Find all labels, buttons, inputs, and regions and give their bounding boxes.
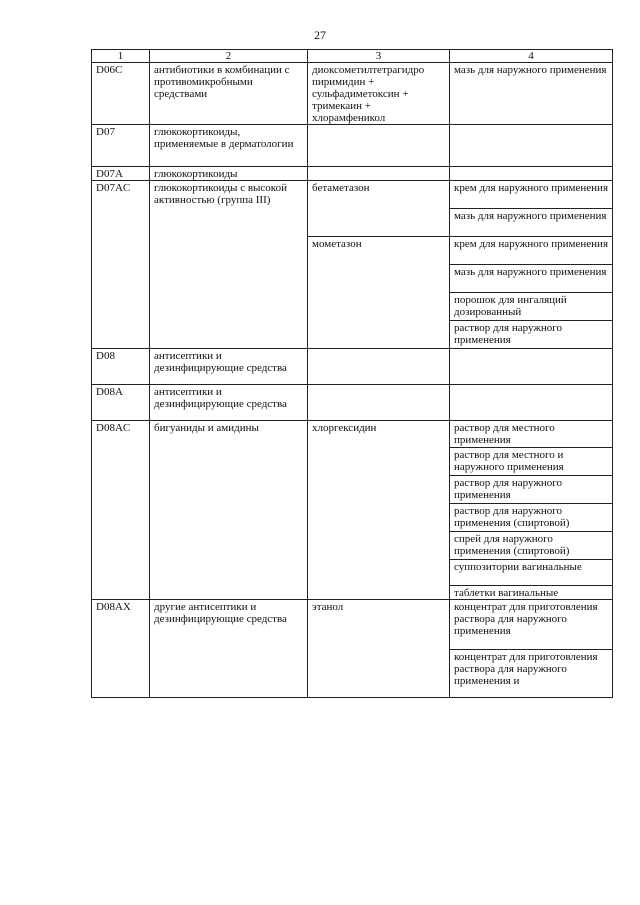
table-row — [92, 421, 613, 448]
dosage-form — [450, 349, 613, 385]
table-row — [92, 181, 613, 209]
dosage-form: крем для наружного применения — [450, 237, 613, 265]
dosage-form — [450, 385, 613, 421]
table-row — [92, 349, 613, 385]
substance-name — [308, 125, 450, 167]
page-number: 27 — [314, 28, 326, 42]
group-name: глюкокортикоиды с высокой активностью (группа III) — [150, 181, 308, 349]
table-row — [92, 385, 613, 421]
column-header: 1 — [92, 50, 150, 63]
atc-code: D07A — [92, 167, 150, 181]
table-row — [92, 125, 613, 167]
dosage-form: спрей для наружного применения (спиртовой) — [450, 532, 613, 560]
dosage-form: порошок для ингаляций дозированный — [450, 293, 613, 321]
atc-code: D07AC — [92, 181, 150, 349]
dosage-form: таблетки вагинальные — [450, 586, 613, 600]
table-header-row — [92, 50, 613, 63]
substance-name: бетаметазон — [308, 181, 450, 237]
substance-name — [308, 167, 450, 181]
group-name: антибиотики в комбинации с противомикробными средствами — [150, 63, 308, 125]
substance-name — [308, 385, 450, 421]
substance-name: диоксометилтетрагидро пиримидин + сульфадиметоксин + тримекаин + хлорамфеникол — [308, 63, 450, 125]
dosage-form: мазь для наружного применения — [450, 63, 613, 125]
atc-code: D07 — [92, 125, 150, 167]
group-name: антисептики и дезинфицирующие средства — [150, 349, 308, 385]
dosage-form: крем для наружного применения — [450, 181, 613, 209]
column-header: 4 — [450, 50, 613, 63]
table-row — [92, 600, 613, 650]
atc-code: D08AX — [92, 600, 150, 698]
column-header: 2 — [150, 50, 308, 63]
group-name: глюкокортикоиды, применяемые в дерматологии — [150, 125, 308, 167]
atc-code: D06C — [92, 63, 150, 125]
dosage-form: мазь для наружного применения — [450, 209, 613, 237]
atc-code: D08A — [92, 385, 150, 421]
atc-code: D08AC — [92, 421, 150, 600]
atc-code: D08 — [92, 349, 150, 385]
group-name: антисептики и дезинфицирующие средства — [150, 385, 308, 421]
dosage-form: мазь для наружного применения — [450, 265, 613, 293]
table-row — [92, 167, 613, 181]
dosage-form: раствор для местного применения — [450, 421, 613, 448]
group-name: глюкокортикоиды — [150, 167, 308, 181]
dosage-form: концентрат для приготовления раствора для наружного применения и — [450, 650, 613, 698]
dosage-form: раствор для наружного применения — [450, 476, 613, 504]
dosage-form: раствор для наружного применения (спиртовой) — [450, 504, 613, 532]
substance-name: этанол — [308, 600, 450, 698]
drug-table — [91, 49, 613, 698]
dosage-form: концентрат для приготовления раствора для наружного применения — [450, 600, 613, 650]
dosage-form: раствор для местного и наружного применения — [450, 448, 613, 476]
dosage-form: суппозитории вагинальные — [450, 560, 613, 586]
substance-name — [308, 349, 450, 385]
table-row — [92, 63, 613, 125]
dosage-form — [450, 125, 613, 167]
column-header: 3 — [308, 50, 450, 63]
group-name: бигуаниды и амидины — [150, 421, 308, 600]
group-name: другие антисептики и дезинфицирующие средства — [150, 600, 308, 698]
dosage-form — [450, 167, 613, 181]
substance-name: хлоргексидин — [308, 421, 450, 600]
dosage-form: раствор для наружного применения — [450, 321, 613, 349]
substance-name: мометазон — [308, 237, 450, 349]
